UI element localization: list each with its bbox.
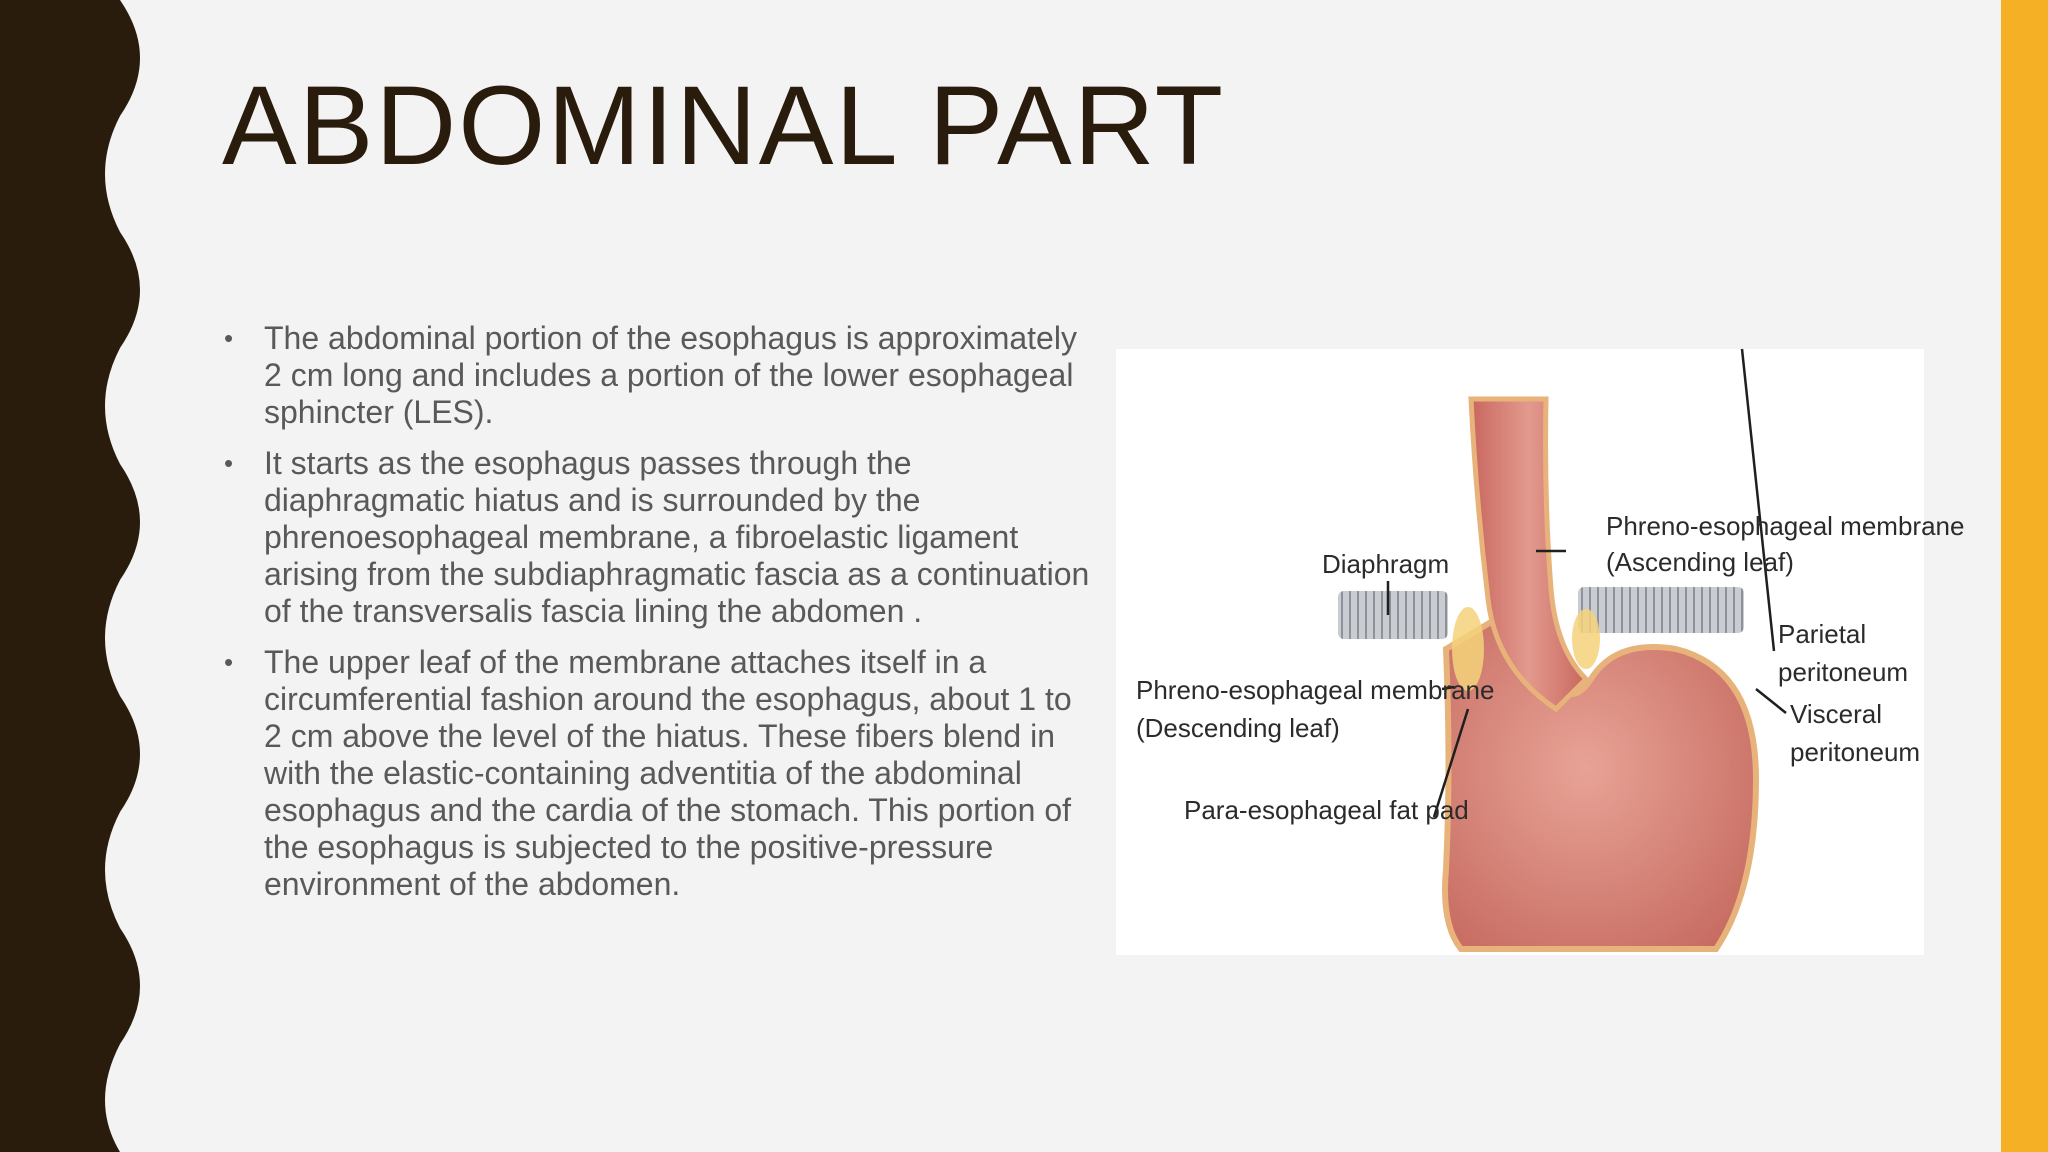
label-descending-leaf-1: Phreno-esophageal membrane xyxy=(1136,675,1495,705)
anatomy-illustration xyxy=(1116,349,1965,955)
label-ascending-leaf-2: (Ascending leaf) xyxy=(1606,547,1794,577)
label-fat-pad: Para-esophageal fat pad xyxy=(1184,795,1469,825)
label-descending-leaf-2: (Descending leaf) xyxy=(1136,713,1340,743)
anatomy-figure xyxy=(1116,349,1965,955)
bullet-dot-icon: • xyxy=(224,647,234,677)
diaphragm-right-muscle xyxy=(1578,587,1744,633)
diaphragm-left-muscle xyxy=(1338,591,1448,639)
bullet-item xyxy=(222,644,1092,903)
bullet-list xyxy=(222,320,1092,917)
label-visceral-2: peritoneum xyxy=(1790,737,1921,767)
label-diaphragm: Diaphragm xyxy=(1322,549,1450,579)
bullet-item xyxy=(222,445,1092,630)
bullet-dot-icon: • xyxy=(224,448,234,478)
label-visceral-1: Visceral xyxy=(1790,699,1883,729)
right-accent-bar xyxy=(2001,0,2048,1152)
left-wave-band xyxy=(0,0,160,1152)
bullet-text: It starts as the esophagus passes through the diaphragmatic hiatus and is surrounded by the phrenoesophageal membrane, a fibroelastic ligament arising from the subdiaphragmatic fascia as a continuation of the transversalis fascia lining the abdomen . xyxy=(264,445,1090,629)
bullet-text: The upper leaf of the membrane attaches itself in a circumferential fashion around the esophagus, about 1 to 2 cm above the level of the hiatus. These fibers blend in with the elastic-containing adventitia of the abdominal esophagus and the cardia of the stomach. This portion of the esophagus is subjected to the positive-pressure environment of the abdomen. xyxy=(264,644,1072,902)
bullet-item xyxy=(222,320,1092,431)
label-ascending-leaf-1: Phreno-esophageal membrane xyxy=(1606,511,1965,541)
label-parietal-2: peritoneum xyxy=(1778,657,1909,687)
bullet-dot-icon: • xyxy=(224,323,234,353)
label-parietal-1: Parietal xyxy=(1778,619,1867,649)
bullet-text: The abdominal portion of the esophagus is approximately 2 cm long and includes a portion of the lower esophageal sphincter (LES). xyxy=(264,320,1077,430)
stomach-shape xyxy=(1445,619,1756,949)
slide-title: ABDOMINAL PART xyxy=(222,63,1226,188)
fat-pad-right xyxy=(1572,609,1600,669)
